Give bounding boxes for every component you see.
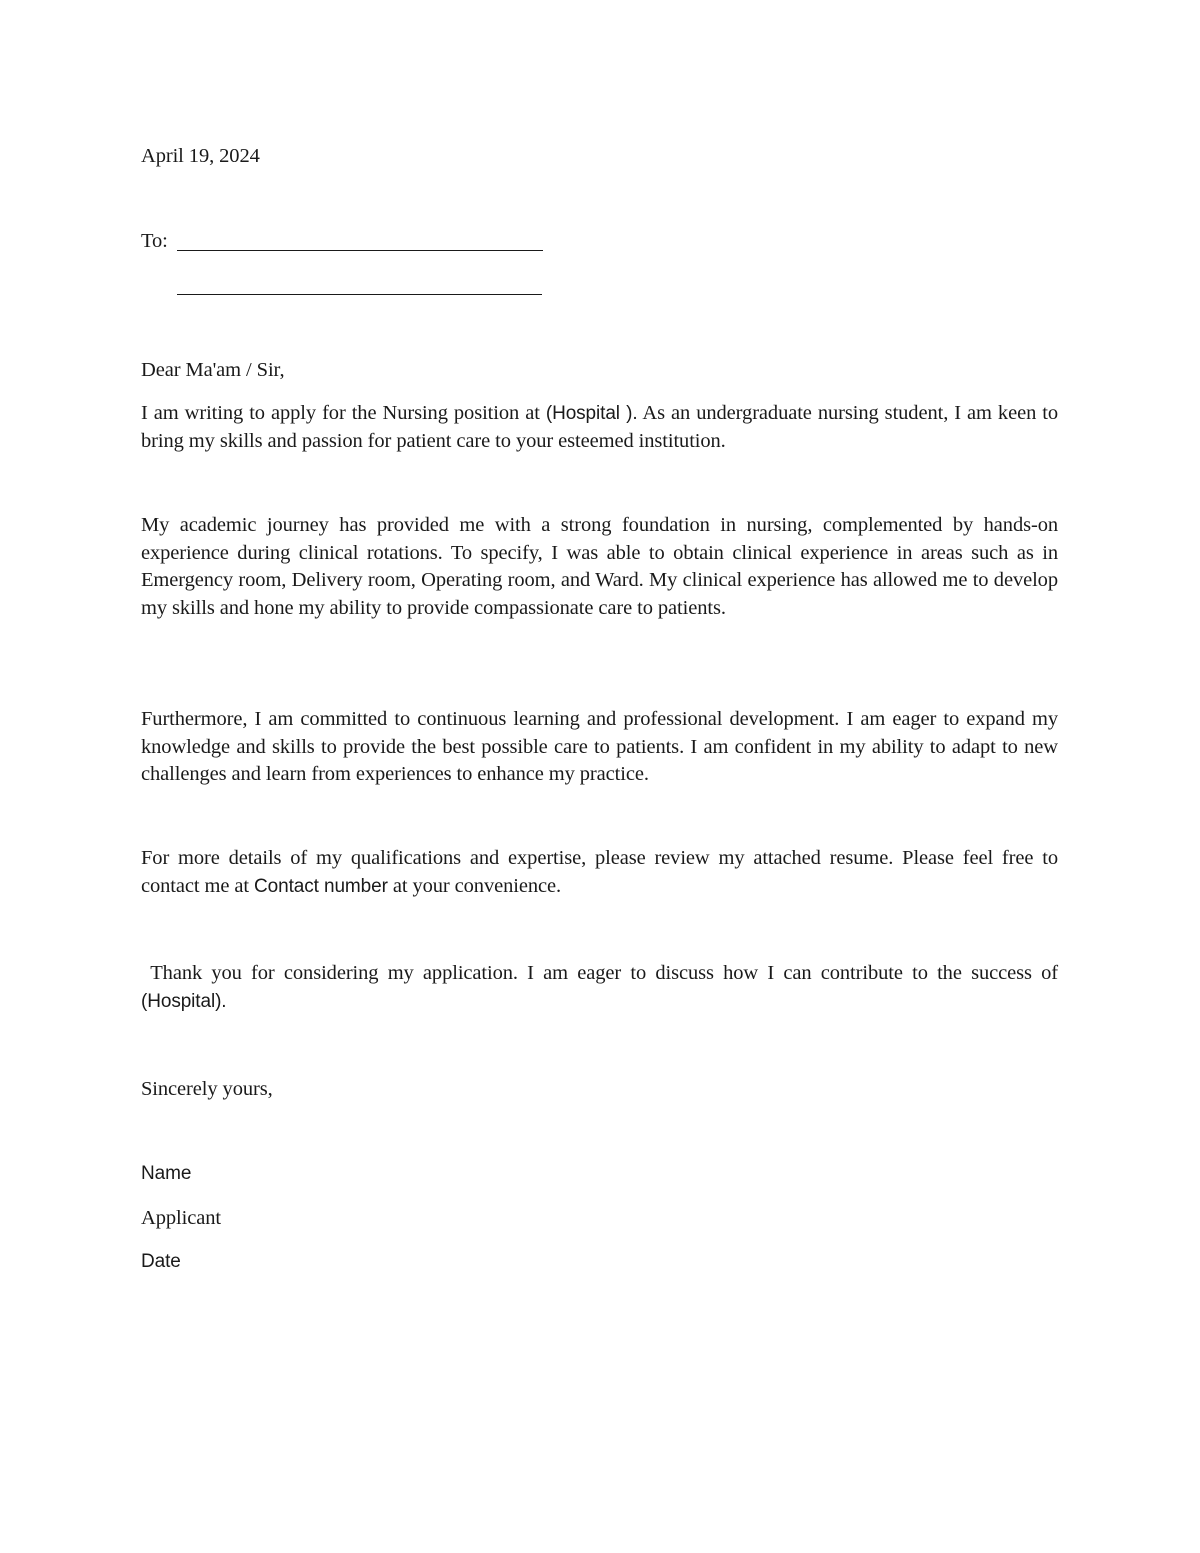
paragraph-contact xyxy=(141,845,1058,900)
paragraph-experience: My academic journey has provided me with a strong foundation in nursing, complemented by hands-on experience during clinical rotations. To specify, I was able to obtain clinical experience in areas such as in Emergency room, Delivery room, Operating room, and Ward. My clinical experience has allowed me to develop my skills and hone my ability to provide compassionate care to patients. xyxy=(141,514,1058,619)
paragraph-development: Furthermore, I am committed to continuous learning and professional development. I am eager to expand my knowledge and skills to provide the best possible care to patients. I am confident in my ability to adapt to new challenges and learn from experiences to enhance my practice. xyxy=(141,708,1058,786)
recipient-line-2 xyxy=(177,294,542,295)
paragraph-thanks xyxy=(141,960,1063,1015)
to-label: To: xyxy=(141,230,168,252)
paragraph-intro-text-2: As an undergraduate nursing student, I am keen to bring my skills and passion for patient care to your esteemed institution. xyxy=(141,402,1058,452)
recipient-line-1 xyxy=(177,250,543,251)
signature-name: Name xyxy=(141,1163,192,1184)
closing: Sincerely yours, xyxy=(141,1078,273,1100)
signature-title: Applicant xyxy=(141,1207,221,1229)
contact-number-placeholder: Contact number xyxy=(254,875,388,897)
letter-date: April 19, 2024 xyxy=(141,145,260,167)
paragraph-contact-text-2: at your convenience. xyxy=(387,874,562,897)
paragraph-contact-text-1: For more details of my qualifications and expertise, please review my attached resume. Please feel free to contact me at xyxy=(141,847,1058,897)
salutation: Dear Ma'am / Sir, xyxy=(141,359,285,381)
signature-date: Date xyxy=(141,1251,181,1272)
paragraph-intro xyxy=(141,400,1058,455)
hospital-placeholder-closing: (Hospital). xyxy=(141,990,227,1012)
paragraph-thanks-text: Thank you for considering my application. I am eager to discuss how I can contribute to the success of xyxy=(141,962,1063,984)
paragraph-intro-text-1: I am writing to apply for the Nursing position at xyxy=(141,402,546,424)
hospital-placeholder: (Hospital ). xyxy=(545,403,638,424)
